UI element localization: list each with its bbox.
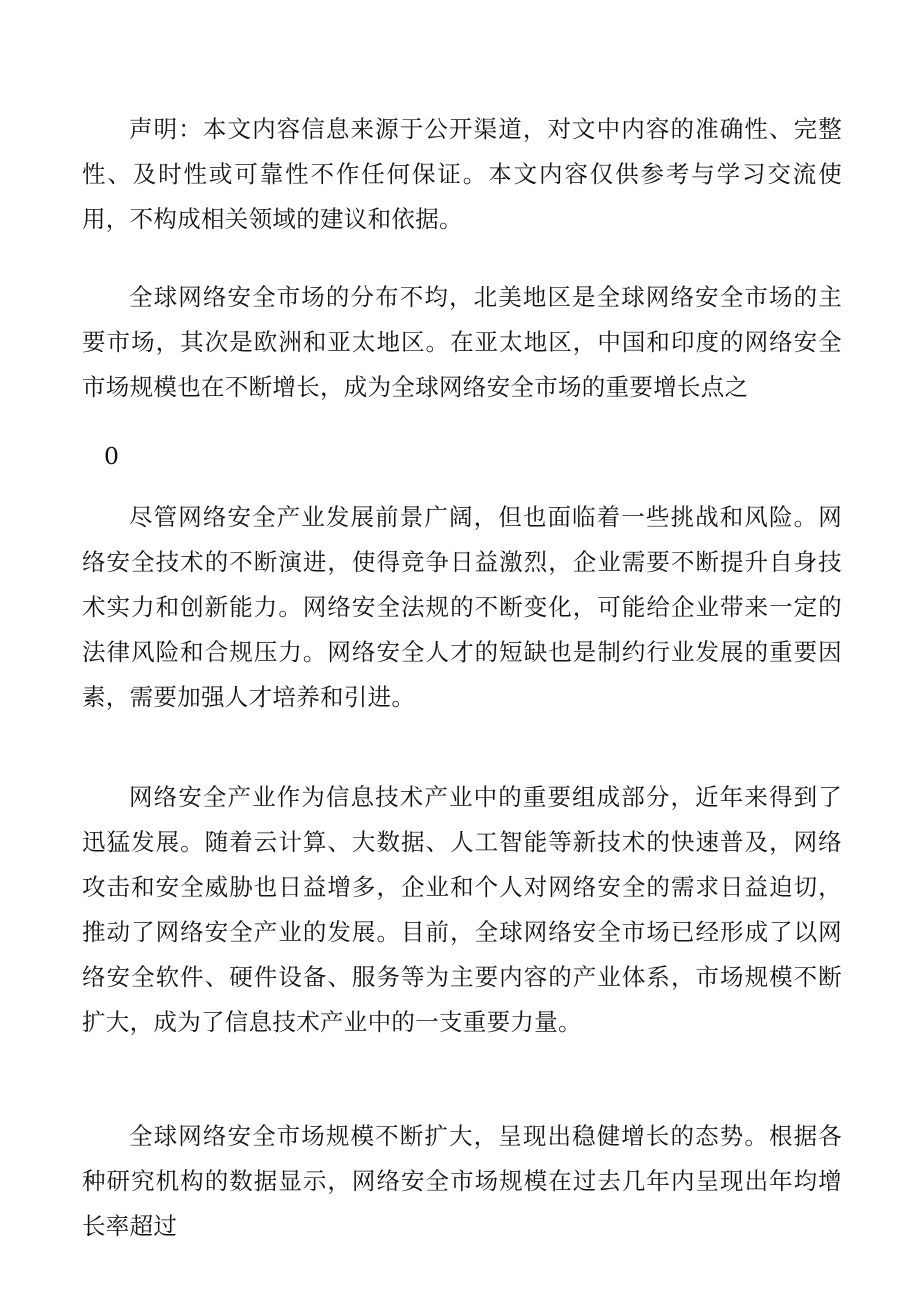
challenges-paragraph: 尽管网络安全产业发展前景广阔，但也面临着一些挑战和风险。网络安全技术的不断演进，使得竞争日益激烈，企业需要不断提升自身技术实力和创新能力。网络安全法规的不断变化，可能给企业带来一定的法律风险和合规压力。网络安全人才的短缺也是制约行业发展的重要因素，需要加强人才培养和引进。 bbox=[82, 503, 842, 711]
market-distribution-paragraph: 全球网络安全市场的分布不均，北美地区是全球网络安全市场的主要市场，其次是欧洲和亚太地区。在亚太地区，中国和印度的网络安全市场规模也在不断增长，成为全球网络安全市场的重要增长点之 bbox=[82, 283, 842, 401]
stray-mark: 0 bbox=[104, 442, 119, 470]
disclaimer-paragraph: 声明：本文内容信息来源于公开渠道，对文中内容的准确性、完整性、及时性或可靠性不作任何保证。本文内容仅供参考与学习交流使用，不构成相关领域的建议和依据。 bbox=[82, 115, 842, 233]
industry-development-paragraph: 网络安全产业作为信息技术产业中的重要组成部分，近年来得到了迅猛发展。随着云计算、大数据、人工智能等新技术的快速普及，网络攻击和安全威胁也日益增多，企业和个人对网络安全的需求日益迫切，推动了网络安全产业的发展。目前，全球网络安全市场已经形成了以网络安全软件、硬件设备、服务等为主要内容的产业体系，市场规模不断扩大，成为了信息技术产业中的一支重要力量。 bbox=[82, 783, 842, 1036]
market-growth-paragraph: 全球网络安全市场规模不断扩大，呈现出稳健增长的态势。根据各种研究机构的数据显示，网络安全市场规模在过去几年内呈现出年均增长率超过 bbox=[82, 1122, 842, 1240]
